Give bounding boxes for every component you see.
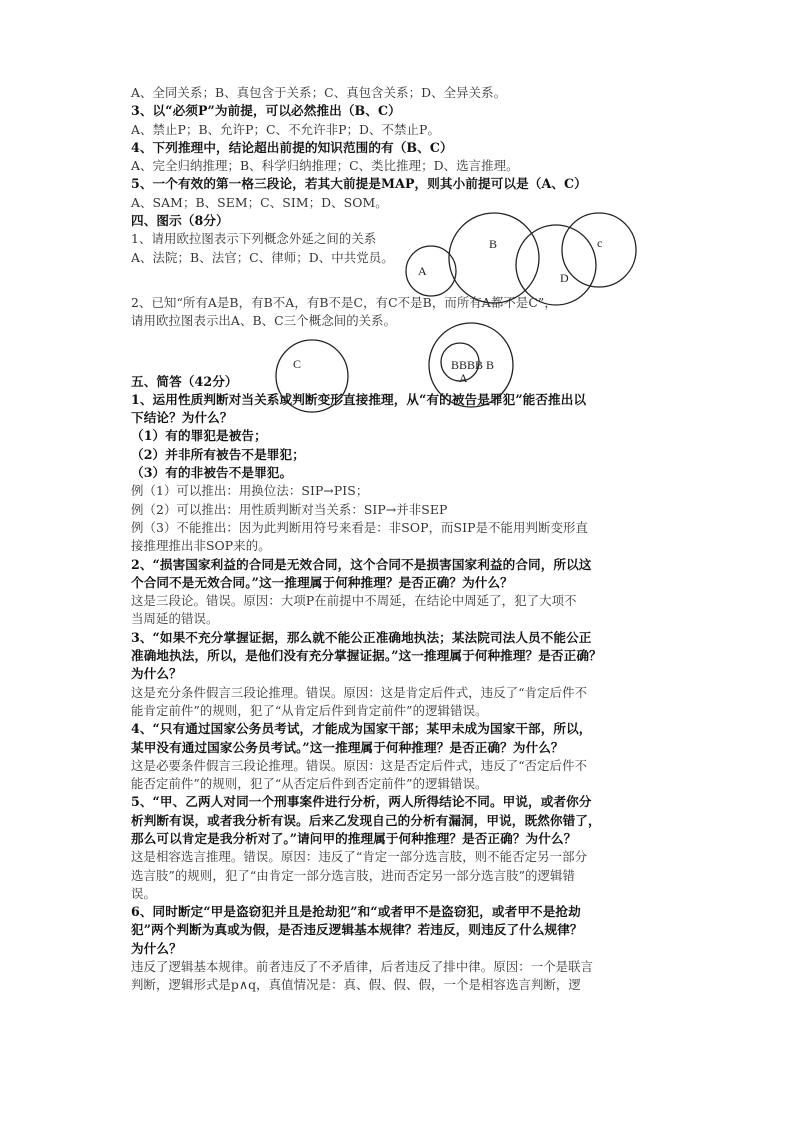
question-heading: 1、运用性质判断对当关系或判断变形直接推理，从“有的被告是罪犯”能否推出以 — [131, 391, 587, 407]
question-text: 1、请用欧拉图表示下列概念外延之间的关系 — [131, 231, 377, 247]
option-line: A、完全归纳推理；B、科学归纳推理；C、类比推理；D、选言推理。 — [131, 158, 519, 174]
answer-line: 接推理推出非SOP来的。 — [131, 538, 271, 554]
answer-line: 判断，逻辑形式是p∧q，真值情况是：真、假、假、假，一个是相容选言判断，逻 — [131, 977, 581, 993]
question-heading: 5、一个有效的第一格三段论，若其大前提是MAP，则其小前提可以是（A、C） — [131, 176, 587, 192]
question-text: 请用欧拉图表示出A、B、C三个概念间的关系。 — [131, 313, 397, 329]
question-heading: （1）有的罪犯是被告； — [131, 428, 267, 444]
question-heading: 准确地执法，所以，是他们没有充分掌握证据。”这一推理属于何种推理？是否正确？ — [131, 648, 602, 664]
answer-line: 能否定前件”的规则，犯了“从否定后件到否定前件”的逻辑错误。 — [131, 776, 488, 792]
question-heading: 为什么？ — [131, 666, 182, 682]
label-c: c — [597, 236, 603, 250]
section-five — [131, 373, 671, 995]
option-line: A、禁止P；B、允许P；C、不允许非P；D、不禁止P。 — [131, 121, 440, 137]
answer-line: 当周延的错误。 — [131, 611, 219, 627]
question-heading: 那么可以肯定是我分析对了。”请问甲的推理属于何种推理？是否正确？为什么？ — [131, 830, 577, 846]
label-b: B — [489, 237, 498, 251]
question-text: 2、已知“所有A是B，有B不A，有B不是C，有C不是B，而所有A都不是C”， — [131, 294, 557, 310]
label-c2: C — [293, 357, 302, 371]
section-heading: 四、图示（8分） — [131, 213, 229, 229]
label-a2: A — [459, 371, 468, 385]
answer-line: 选言肢”的规则，犯了“由肯定一部分选言肢，进而否定另一部分选言肢”的逻辑错 — [131, 867, 575, 883]
answer-line: 例（3）不能推出：因为此判断用符号来看是：非SOP，而SIP是不能用判断变形直 — [131, 519, 588, 535]
label-d: D — [560, 271, 569, 285]
question-heading: 2、“损害国家利益的合同是无效合同，这个合同不是损害国家利益的合同，所以这 — [131, 556, 592, 572]
question-heading: 某甲没有通过国家公务员考试。”这一推理属于何种推理？是否正确？为什么？ — [131, 739, 564, 755]
answer-line: 这是相容选言推理。错误。原因：违反了“肯定一部分选言肢，则不能否定另一部分 — [131, 849, 588, 865]
answer-line: 例（2）可以推出：用性质判断对当关系：SIP→并非SEP — [131, 501, 448, 517]
answer-line: 违反了逻辑基本规律。前者违反了不矛盾律，后者违反了排中律。原因：一个是联言 — [131, 959, 594, 975]
question-heading: 犯”两个判断为真或为假，是否违反逻辑基本规律？若违反，则违反了什么规律？ — [131, 922, 583, 938]
question-heading: 为什么？ — [131, 940, 182, 956]
question-heading: （3）有的非被告不是罪犯。 — [131, 465, 293, 481]
option-line: A、SAM；B、SEM；C、SIM；D、SOM。 — [131, 194, 388, 210]
answer-line: 这是三段论。错误。原因：大项P在前提中不周延，在结论中周延了，犯了大项不 — [131, 593, 577, 609]
question-heading: 4、下列推理中，结论超出前提的知识范围的有（B、C） — [131, 139, 453, 155]
question-heading: 个合同不是无效合同。”这一推理属于何种推理？是否正确？为什么？ — [131, 574, 513, 590]
answer-line: 例（1）可以推出：用换位法：SIP→PIS； — [131, 483, 369, 499]
option-line: A、全同关系；B、真包含于关系；C、真包含关系；D、全异关系。 — [131, 85, 507, 100]
top-text-block — [131, 84, 671, 267]
question-heading: 5、“甲、乙两人对同一个刑事案件进行分析，两人所得结论不同。甲说，或者你分 — [131, 794, 592, 810]
label-b2: BBBB B — [451, 358, 495, 372]
option-line: A、法院；B、法官；C、律师；D、中共党员。 — [131, 249, 394, 265]
answer-line: 这是充分条件假言三段论推理。错误。原因：这是肯定后件式，违反了“肯定后件不 — [131, 684, 588, 700]
answer-line: 误。 — [131, 885, 156, 901]
question-heading: 析判断有误，或者我分析有误。后来乙发现自己的分析有漏洞，甲说，既然你错了， — [131, 812, 601, 828]
question-heading: 4、“只有通过国家公务员考试，才能成为国家干部；某甲未成为国家干部，所以， — [131, 721, 592, 737]
label-a: A — [418, 264, 427, 278]
answer-line: 这是必要条件假言三段论推理。错误。原因：这是否定后件式，违反了“否定后件不 — [131, 757, 588, 773]
question-heading: 6、同时断定“甲是盗窃犯并且是抢劫犯”和“或者甲不是盗窃犯，或者甲不是抢劫 — [131, 904, 581, 920]
question-heading: 3、以“必须P”为前提，可以必然推出（B、C） — [131, 103, 401, 119]
section-heading: 五、简答（42分） — [131, 373, 238, 389]
question-heading: 3、“如果不充分掌握证据，那么就不能公正准确地执法；某法院司法人员不能公正 — [131, 629, 592, 645]
question-heading: （2）并非所有被告不是罪犯； — [131, 446, 305, 462]
answer-line: 能肯定前件”的规则，犯了“从肯定后件到肯定前件”的逻辑错误。 — [131, 702, 488, 718]
document-page — [131, 84, 671, 995]
question-heading: 下结论？为什么？ — [131, 410, 233, 426]
